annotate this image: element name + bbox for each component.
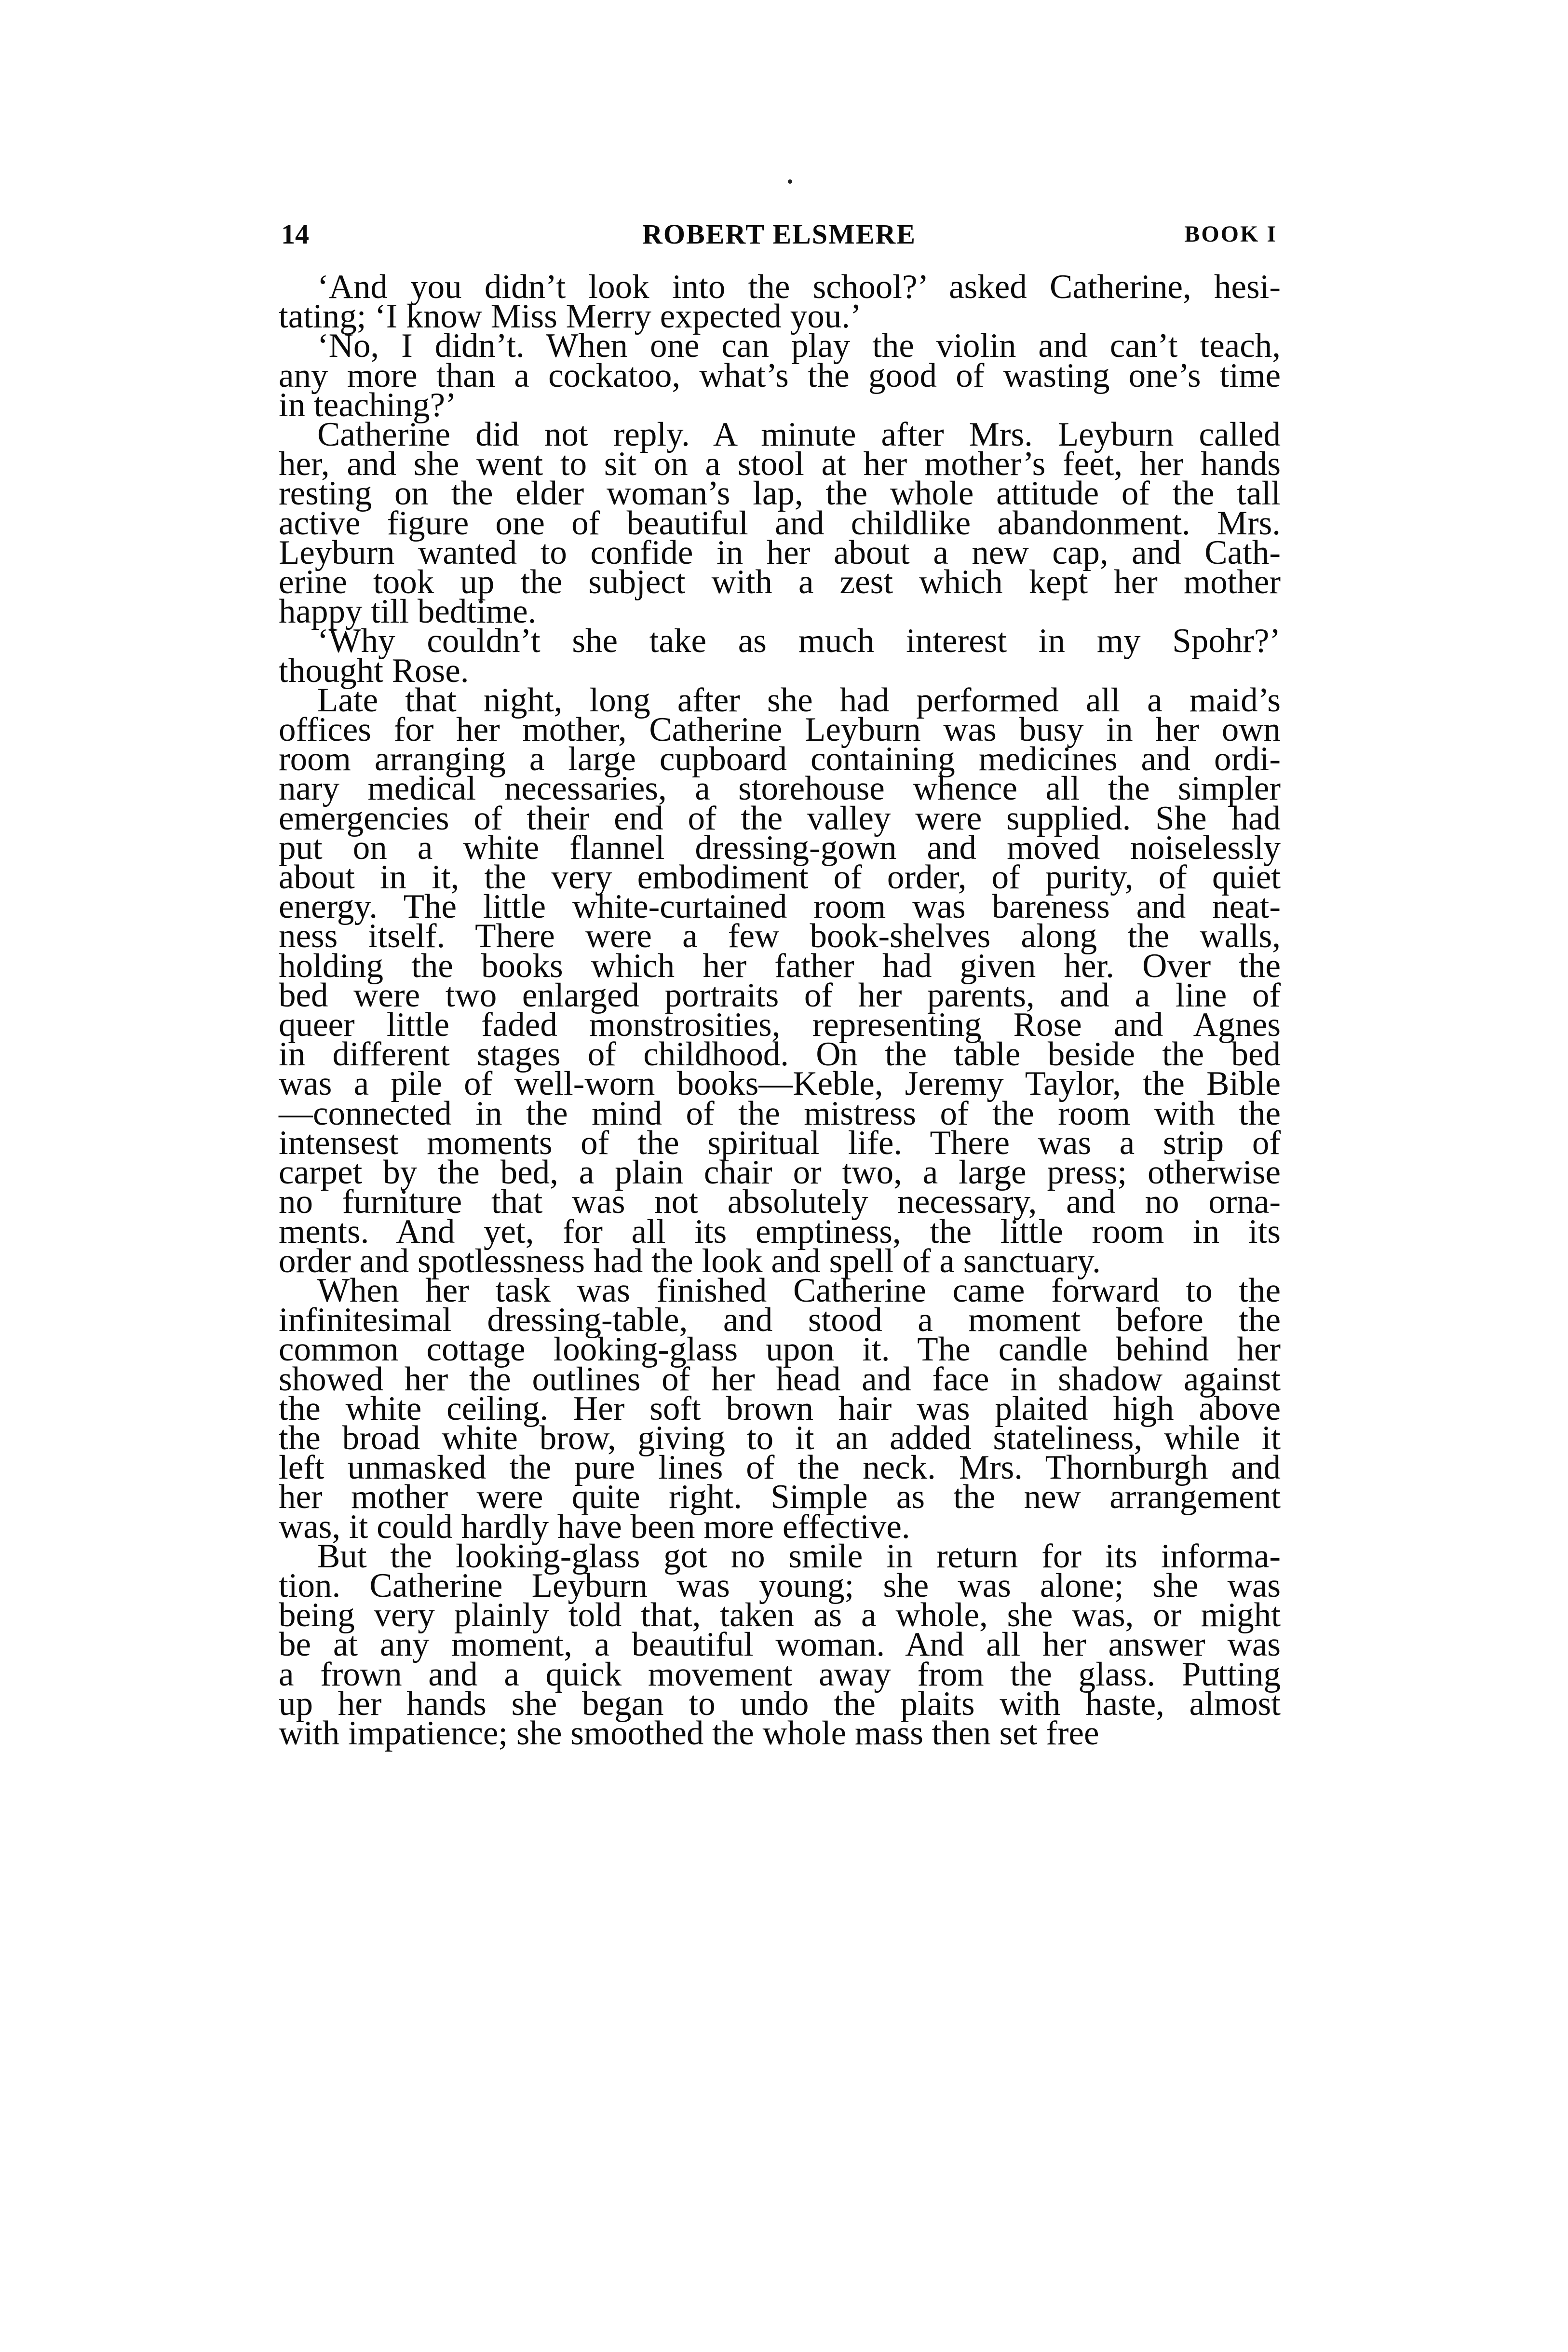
text-line: Catherine did not reply. A minute after Mrs. Leyburn called — [317, 416, 1281, 454]
text-line: happy till bedtime. — [279, 593, 537, 631]
text-line: a frown and a quick movement away from the glass. Putting — [279, 1655, 1281, 1693]
text-line: resting on the elder woman’s lap, the whole attitude of the tall — [279, 475, 1281, 513]
paragraph — [279, 416, 1281, 631]
text-line: carpet by the bed, a plain chair or two, a large press; otherwise — [279, 1154, 1281, 1192]
text-line: When her task was finished Catherine came forward to the — [317, 1271, 1281, 1309]
text-line: common cottage looking-glass upon it. The candle behind her — [279, 1331, 1281, 1369]
text-line: order and spotlessness had the look and spell of a sanctuary. — [279, 1242, 1101, 1280]
paragraph — [279, 1271, 1281, 1546]
running-title: ROBERT ELSMERE — [642, 218, 916, 250]
ink-speck — [788, 179, 792, 184]
text-line: ments. And yet, for all its emptiness, the little room in its — [279, 1212, 1281, 1251]
text-line: in different stages of childhood. On the table beside the bed — [279, 1035, 1281, 1074]
text-line: tion. Catherine Leyburn was young; she was alone; she was — [279, 1566, 1281, 1604]
text-line: tating; ‘I know Miss Merry expected you.’ — [279, 298, 862, 336]
text-line: her, and she went to sit on a stool at her mother’s feet, her hands — [279, 445, 1281, 483]
text-line: any more than a cockatoo, what’s the good of wasting one’s time — [279, 356, 1281, 394]
page-number: 14 — [281, 218, 309, 250]
paragraph — [279, 681, 1281, 1280]
text-line: infinitesimal dressing-table, and stood a moment before the — [279, 1301, 1281, 1339]
text-line: emergencies of their end of the valley were supplied. She had — [279, 799, 1281, 837]
text-line: room arranging a large cupboard containing medicines and ordi- — [279, 740, 1281, 778]
text-line: nary medical necessaries, a storehouse whence all the simpler — [279, 770, 1281, 808]
text-line: the white ceiling. Her soft brown hair was plaited high above — [279, 1389, 1281, 1428]
text-line: offices for her mother, Catherine Leyburn was busy in her own — [279, 711, 1281, 749]
text-line: active figure one of beautiful and childlike abandonment. Mrs. — [279, 504, 1281, 542]
text-line: ness itself. There were a few book-shelves along the walls, — [279, 917, 1281, 955]
running-header — [281, 218, 1277, 261]
text-line: was a pile of well-worn books—Keble, Jeremy Taylor, the Bible — [279, 1065, 1281, 1103]
paragraph — [279, 1537, 1281, 1752]
text-line: Late that night, long after she had performed all a maid’s — [317, 681, 1281, 719]
book-label: BOOK I — [1184, 221, 1277, 247]
text-line: was, it could hardly have been more effective. — [279, 1508, 910, 1546]
text-line: be at any moment, a beautiful woman. And all her answer was — [279, 1626, 1281, 1664]
text-line: put on a white flannel dressing-gown and moved noiselessly — [279, 829, 1281, 867]
text-line: about in it, the very embodiment of order, of purity, of quiet — [279, 858, 1281, 897]
text-line: queer little faded monstrosities, representing Rose and Agnes — [279, 1006, 1281, 1044]
text-line: erine took up the subject with a zest which kept her mother — [279, 563, 1281, 601]
text-line: intensest moments of the spiritual life. There was a strip of — [279, 1124, 1281, 1162]
text-line: being very plainly told that, taken as a whole, she was, or might — [279, 1596, 1281, 1634]
text-line: left unmasked the pure lines of the neck. Mrs. Thornburgh and — [279, 1449, 1281, 1487]
text-line: —connected in the mind of the mistress of the room with the — [279, 1094, 1281, 1132]
text-line: her mother were quite right. Simple as the new arrangement — [279, 1478, 1281, 1516]
text-line: thought Rose. — [279, 652, 469, 690]
body-text — [279, 268, 1281, 1752]
text-line: bed were two enlarged portraits of her parents, and a line of — [279, 976, 1281, 1014]
text-line: ‘Why couldn’t she take as much interest in my Spohr?’ — [317, 622, 1281, 660]
text-line: up her hands she began to undo the plaits with haste, almost — [279, 1685, 1281, 1723]
text-line: holding the books which her father had given her. Over the — [279, 947, 1281, 985]
text-line: energy. The little white-curtained room was bareness and neat- — [279, 888, 1281, 926]
text-line: in teaching?’ — [279, 386, 457, 424]
text-line: Leyburn wanted to confide in her about a new cap, and Cath- — [279, 533, 1281, 571]
paragraph — [279, 622, 1281, 690]
paragraph — [279, 268, 1281, 336]
text-line: ‘No, I didn’t. When one can play the violin and can’t teach, — [317, 327, 1281, 365]
text-line: But the looking-glass got no smile in return for its informa- — [317, 1537, 1281, 1575]
text-line: ‘And you didn’t look into the school?’ asked Catherine, hesi- — [317, 268, 1281, 306]
text-line: with impatience; she smoothed the whole mass then set free — [279, 1714, 1099, 1752]
text-line: showed her the outlines of her head and face in shadow against — [279, 1360, 1281, 1398]
text-line: no furniture that was not absolutely necessary, and no orna- — [279, 1183, 1281, 1221]
paragraph — [279, 327, 1281, 424]
text-line: the broad white brow, giving to it an added stateliness, while it — [279, 1419, 1281, 1457]
